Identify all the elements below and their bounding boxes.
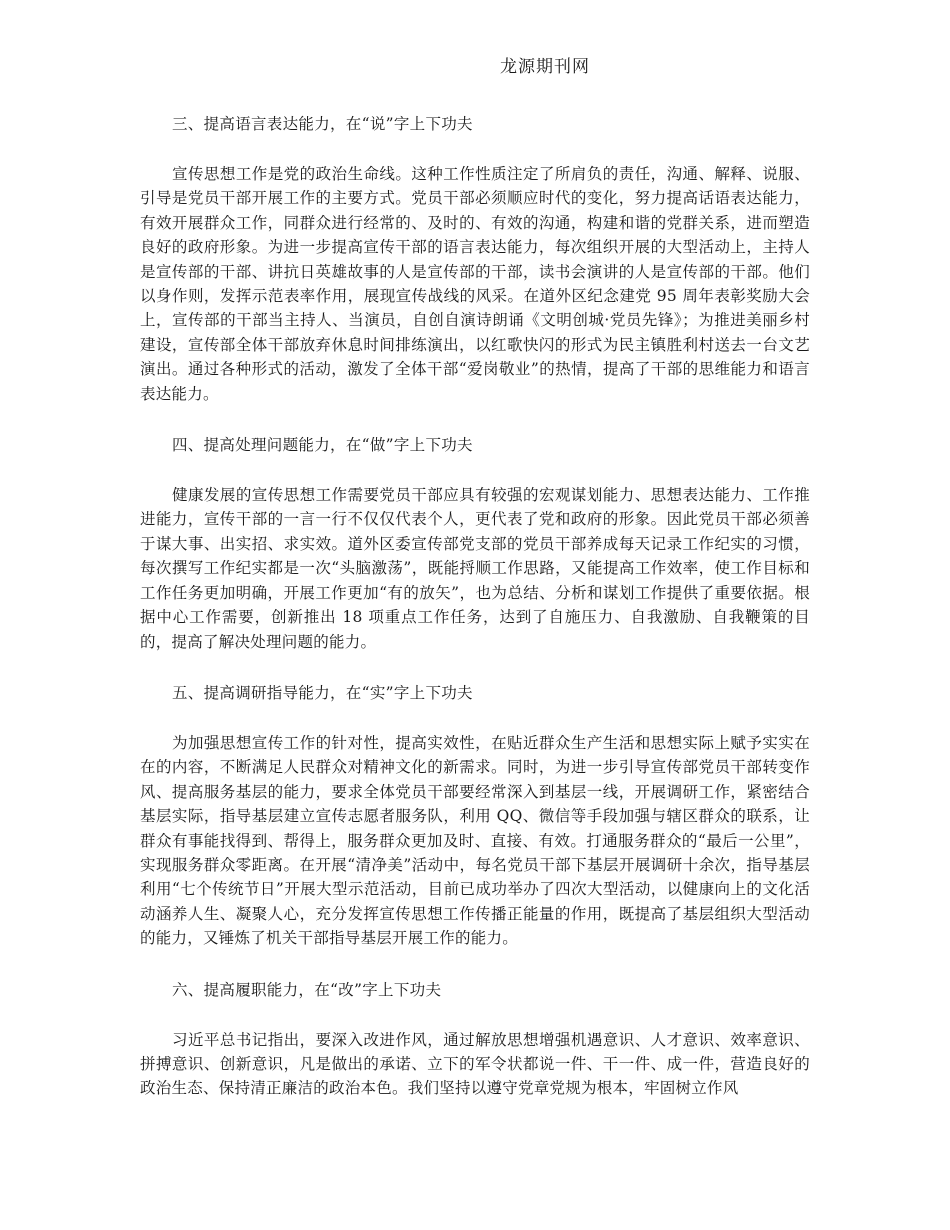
site-header: 龙源期刊网 [500,57,590,77]
section-paragraph-3: 宣传思想工作是党的政治生命线。这种工作性质注定了所肩负的责任，沟通、解释、说服、引导是党员干部开展工作的主要方式。党员干部必须顺应时代的变化，努力提高话语表达能力，有效开展群众工作，同群众进行经常的、及时的、有效的沟通，构建和谐的党群关系，进而塑造良好的政府形象。为进一步提高宣传干部的语言表达能力，每次组织开展的大型活动上，主持人是宣传部的干部、讲抗日英雄故事的人是宣传部的干部，读书会演讲的人是宣传部的干部。他们以身作则，发挥示范表率作用，展现宣传战线的风采。在道外区纪念建党 95 周年表彰奖励大会上，宣传部的干部当主持人、当演员，自创自演诗朗诵《文明创城·党员先锋》；为推进美丽乡村建设，宣传部全体干部放弃休息时间排练演出，以红歌快闪的形式为民主镇胜利村送去一台文艺演出。通过各种形式的活动，激发了全体干部“爱岗敬业”的热情，提高了干部的思维能力和语言表达能力。 [140,165,810,403]
section-heading-3: 三、提高语言表达能力，在“说”字上下功夫 [172,115,473,133]
section-paragraph-4: 健康发展的宣传思想工作需要党员干部应具有较强的宏观谋划能力、思想表达能力、工作推进能力，宣传干部的一言一行不仅仅代表个人，更代表了党和政府的形象。因此党员干部必须善于谋大事、出实招、求实效。道外区委宣传部党支部的党员干部养成每天记录工作纪实的习惯，每次撰写工作纪实都是一次“头脑激荡”，既能捋顺工作思路，又能提高工作效率，使工作目标和工作任务更加明确，开展工作更加“有的放矢”，也为总结、分析和谋划工作提供了重要依据。根据中心工作需要，创新推出 18 项重点工作任务，达到了自施压力、自我激励、自我鞭策的目的，提高了解决处理问题的能力。 [140,486,810,651]
section-paragraph-6: 习近平总书记指出，要深入改进作风，通过解放思想增强机遇意识、人才意识、效率意识、拼搏意识、创新意识，凡是做出的承诺、立下的军令状都说一件、干一件、成一件，营造良好的政治生态、保持清正廉洁的政治本色。我们坚持以遵守党章党规为根本，牢固树立作风 [140,1030,810,1098]
section-paragraph-5: 为加强思想宣传工作的针对性，提高实效性，在贴近群众生产生活和思想实际上赋予实实在在的内容，不断满足人民群众对精神文化的新需求。同时，为进一步引导宣传部党员干部转变作风、提高服务基层的能力，要求全体党员干部要经常深入到基层一线，开展调研工作，紧密结合基层实际，指导基层建立宣传志愿者服务队，利用 QQ、微信等手段加强与辖区群众的联系，让群众有事能找得到、帮得上，服务群众更加及时、直接、有效。打通服务群众的“最后一公里”，实现服务群众零距离。在开展“清净美”活动中，每名党员干部下基层开展调研十余次，指导基层利用“七个传统节日”开展大型示范活动，目前已成功举办了四次大型活动，以健康向上的文化活动涵养人生、凝聚人心，充分发挥宣传思想工作传播正能量的作用，既提高了基层组织大型活动的能力，又锤炼了机关干部指导基层开展工作的能力。 [140,733,810,948]
section-heading-6: 六、提高履职能力，在“改”字上下功夫 [172,980,442,999]
article-body [140,112,810,1128]
section-heading-5: 五、提高调研指导能力，在“实”字上下功夫 [172,683,473,702]
section-heading-4: 四、提高处理问题能力，在“做”字上下功夫 [172,436,473,455]
